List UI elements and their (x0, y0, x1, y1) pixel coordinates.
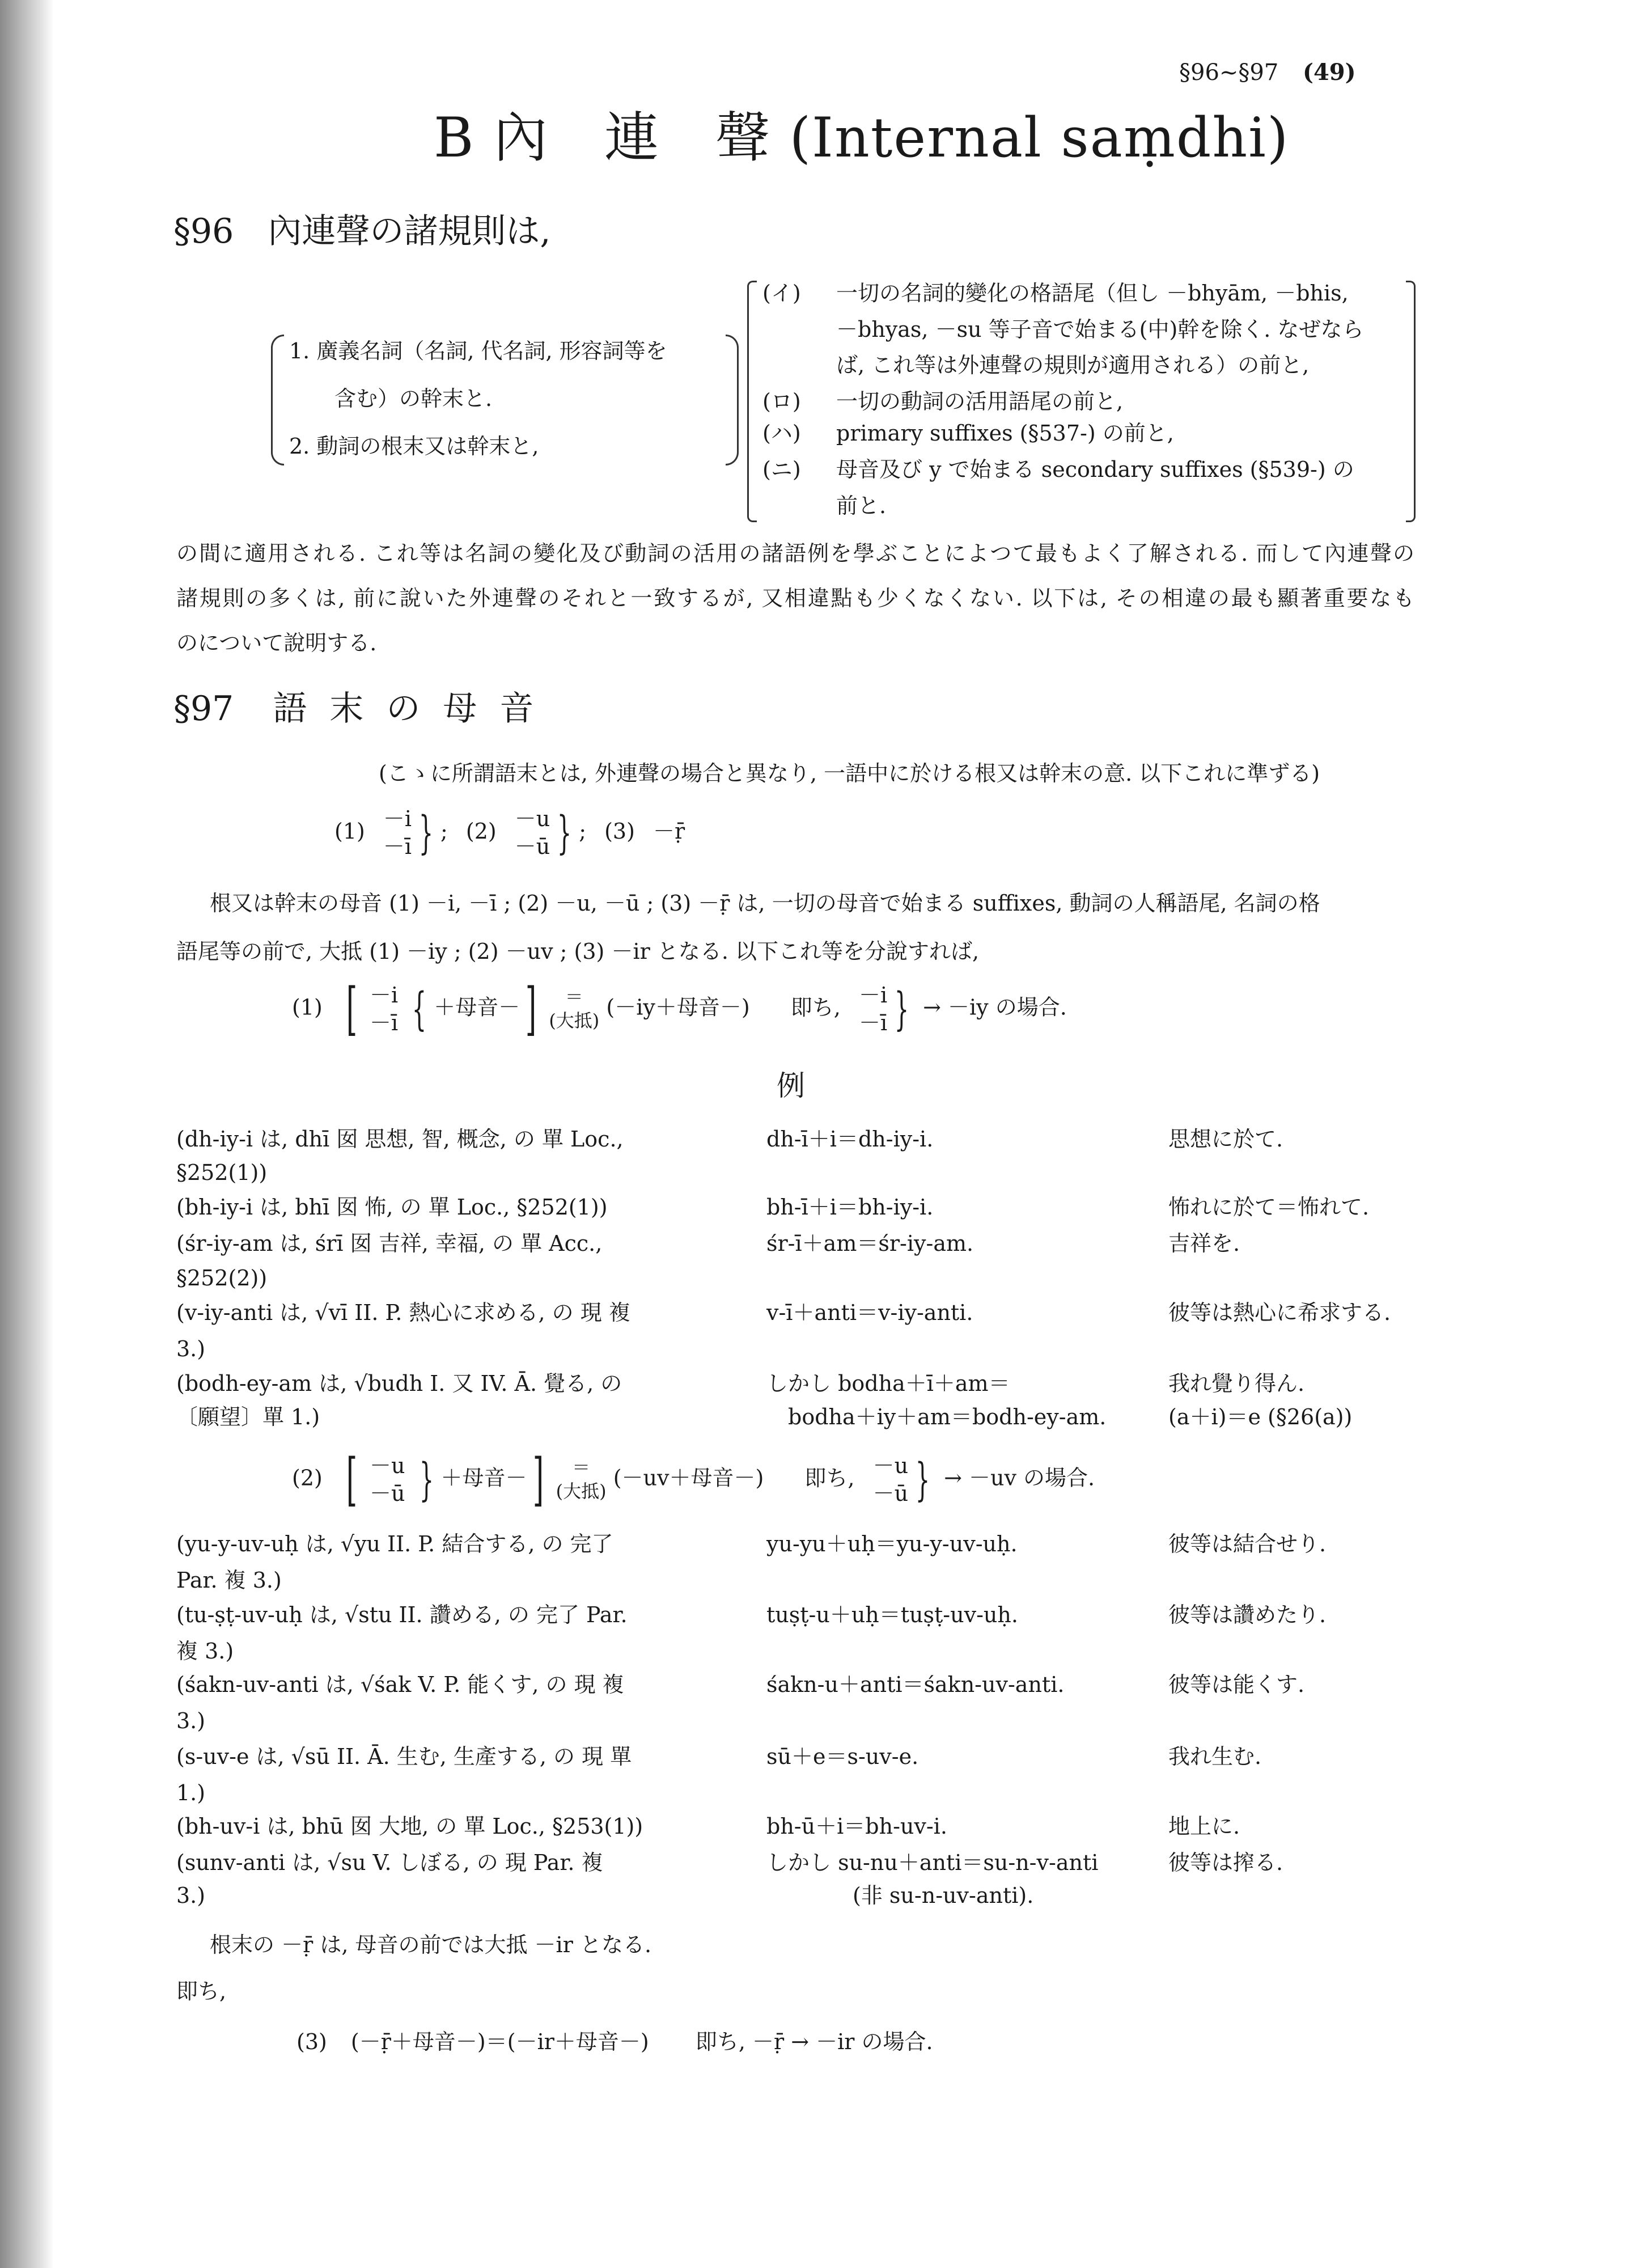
example-derivation: v-ī＋anti＝v-iy-anti. (766, 1300, 973, 1325)
scan-edge-shadow (0, 0, 54, 2268)
list-text: 母音及び y で始まる secondary suffixes (§539-) の (836, 457, 1354, 482)
namely: 即ち, (804, 1465, 855, 1491)
example-translation: 彼等は能くす. (1168, 1672, 1305, 1697)
plus-vowel: ＋母音－ (440, 1465, 527, 1491)
example-gloss: (v-iy-anti は, √vī II. P. 熱心に求める, の 現 複 (176, 1300, 630, 1325)
vowel: －ū (514, 834, 550, 860)
list-label: (イ) (762, 281, 801, 306)
vowel: －ṝ (653, 818, 685, 844)
example-gloss: (sunv-anti は, √su V. しぼる, の 現 Par. 複 (176, 1850, 603, 1875)
vowel: －ū (872, 1481, 909, 1506)
example-derivation: (非 su-n-uv-anti). (766, 1883, 1034, 1908)
label: (1) (334, 818, 365, 844)
list-text: primary suffixes (§537-) の前と, (836, 421, 1174, 446)
left-brace-close (726, 335, 739, 466)
brace-icon: } (894, 983, 909, 1035)
section-97-heading (173, 689, 557, 729)
example-derivation: śakn-u＋anti＝śakn-uv-anti. (766, 1672, 1065, 1697)
example-translation: 思想に於て. (1168, 1127, 1283, 1152)
section-title: 語末の母音 (273, 689, 557, 729)
rule-1 (292, 976, 1067, 1042)
s97-para-line-1: 根又は幹末の母音 (1) －i, －ī ; (2) －u, －ū ; (3) －ṝ は, 一切の母音で始まる suffixes, 動詞の人稱語尾, 名詞の格 (210, 891, 1320, 916)
rule-number: (1) (292, 995, 323, 1020)
list-label: (ロ) (762, 389, 801, 414)
closing-line-1: 根末の －ṝ は, 母音の前では大抵 －ir となる. (210, 1932, 652, 1957)
vowel: －i (383, 806, 412, 831)
example-gloss: 1.) (176, 1780, 206, 1805)
s97-para-line-2: 語尾等の前で, 大抵 (1) －iy ; (2) －uv ; (3) －ir となる. 以下これ等を分說すれば, (176, 939, 980, 964)
vowel: －u (370, 1453, 405, 1478)
example-gloss: §252(1)) (176, 1160, 268, 1185)
running-header (1179, 61, 1356, 84)
example-gloss: (bodh-ey-am は, √budh I. 又 IV. Ā. 覺る, の (176, 1371, 622, 1396)
example-gloss: 3.) (176, 1708, 206, 1733)
brace-icon: { (412, 983, 427, 1035)
brace-icon: } (557, 806, 572, 860)
example-gloss: (dh-iy-i は, dhī 囡 思想, 智, 概念, の 單 Loc., (176, 1127, 624, 1152)
rule-outcome: 即ち, －ṝ → －ir の場合. (695, 2029, 933, 2054)
namely: 即ち, (790, 995, 841, 1020)
result: (－uv＋母音－) (613, 1465, 764, 1491)
scope-item-1-cont: 含む）の幹末と. (334, 386, 493, 411)
paragraph-line: の間に適用される. これ等は名詞の變化及び動詞の活用の諸語例を學ぶことによつて最もよく了解される. 而して內連聲の (176, 541, 1414, 566)
brace-icon: } (418, 806, 434, 860)
vowel: －ī (383, 834, 412, 860)
example-translation: 彼等は搾る. (1168, 1850, 1283, 1875)
vowel: －ī (370, 1010, 399, 1035)
equals: ＝ (572, 1457, 591, 1479)
example-gloss: 複 3.) (176, 1639, 234, 1664)
right-bracket-close (1406, 281, 1416, 522)
closing-line-2: 即ち, (176, 1979, 227, 2004)
example-gloss: §252(2)) (176, 1266, 268, 1290)
example-derivation: bodha＋iy＋am＝bodh-ey-am. (766, 1404, 1107, 1429)
example-translation: 地上に. (1168, 1814, 1240, 1839)
rule-number: (2) (292, 1465, 323, 1491)
example-derivation: tuṣṭ-u＋uḥ＝tuṣṭ-uv-uḥ. (766, 1602, 1018, 1627)
rule-outcome: → －uv の場合. (944, 1465, 1095, 1491)
example-gloss: (bh-iy-i は, bhī 囡 怖, の 單 Loc., §252(1)) (176, 1195, 608, 1220)
brace-icon: } (419, 1453, 434, 1506)
bracket-icon: [ (346, 976, 358, 1042)
bracket-icon: ] (532, 1446, 544, 1513)
example-derivation: しかし bodha＋ī＋am＝ (766, 1371, 1010, 1396)
example-gloss: (bh-uv-i は, bhū 囡 大地, の 單 Loc., §253(1)) (176, 1814, 643, 1839)
scope-item-2: 2. 動詞の根末又は幹末と, (289, 434, 539, 459)
example-gloss: Par. 複 3.) (176, 1568, 282, 1593)
section-number: §97 (173, 689, 234, 729)
example-derivation: bh-ī＋i＝bh-iy-i. (766, 1195, 934, 1220)
example-gloss: 〔願望〕單 1.) (176, 1404, 320, 1429)
example-gloss: 3.) (176, 1883, 206, 1908)
list-label: (ハ) (762, 421, 801, 446)
example-translation: 彼等は讚めたり. (1168, 1602, 1327, 1627)
vowel: －i (858, 982, 888, 1008)
left-brace (271, 335, 284, 466)
bracket-icon: [ (346, 1446, 358, 1513)
example-derivation: śr-ī＋am＝śr-iy-am. (766, 1231, 974, 1256)
example-derivation: しかし su-nu＋anti＝su-n-v-anti (766, 1850, 1099, 1875)
example-gloss: (s-uv-e は, √sū II. Ā. 生む, 生產する, の 現 單 (176, 1744, 632, 1769)
vowel: －u (872, 1453, 909, 1478)
label: (3) (604, 818, 635, 844)
chapter-title: B 內 連 聲 (Internal saṃdhi) (434, 106, 1290, 170)
list-text: 一切の動詞の活用語尾の前と, (836, 389, 1124, 414)
label: (2) (465, 818, 497, 844)
example-gloss: (śr-iy-am は, śrī 囡 吉祥, 幸福, の 單 Acc., (176, 1231, 603, 1256)
example-derivation: bh-ū＋i＝bh-uv-i. (766, 1814, 947, 1839)
example-translation: 我れ生む. (1168, 1744, 1262, 1769)
paragraph-line: 諸規則の多くは, 前に說いた外連聲のそれと一致するが, 又相違點も少くなくない. 以下は, その相違の最も顯著重要なも (176, 586, 1414, 611)
vowel-summary: (1) －i －ī } ; (2) －u －ū } ; (3) －ṝ (334, 805, 685, 861)
list-text: 一切の名詞的變化の格語尾（但し －bhyām, －bhis, (836, 281, 1349, 306)
section-range: §96~§97 (1179, 60, 1279, 86)
example-derivation: sū＋e＝s-uv-e. (766, 1744, 919, 1769)
usually-label: (大抵) (549, 1010, 600, 1031)
list-text: －bhyas, －su 等子音で始まる(中)幹を除く. なぜなら (836, 317, 1364, 342)
vowel: －i (370, 982, 399, 1008)
rule-2 (292, 1446, 1095, 1513)
example-translation: 彼等は熱心に希求する. (1168, 1300, 1391, 1325)
rule-formula: (－ṝ＋母音－)＝(－ir＋母音－) (350, 2029, 649, 2054)
example-gloss: (yu-y-uv-uḥ は, √yu II. P. 結合する, の 完了 (176, 1531, 613, 1556)
plus-vowel: ＋母音－ (434, 995, 520, 1020)
rule-number: (3) (296, 2029, 327, 2054)
result: (－iy＋母音－) (606, 995, 750, 1020)
section-96-heading: §96 內連聲の諸規則は, (173, 211, 551, 251)
vowel: －ū (370, 1481, 405, 1506)
scope-item-1: 1. 廣義名詞（名詞, 代名詞, 形容詞等を (289, 338, 667, 363)
brace-icon: } (915, 1453, 930, 1506)
definition-note: (こゝに所謂語末とは, 外連聲の場合と異なり, 一語中に於ける根又は幹末の意. 以下これに準ずる) (379, 761, 1320, 786)
rule-3 (296, 2031, 933, 2053)
bracket-icon: ] (525, 976, 537, 1042)
page-number: (49) (1303, 59, 1356, 86)
example-derivation: yu-yu＋uḥ＝yu-y-uv-uḥ. (766, 1531, 1018, 1556)
paragraph-line: のについて說明する. (176, 631, 377, 655)
example-derivation: dh-ī＋i＝dh-iy-i. (766, 1127, 934, 1152)
example-translation: 彼等は結合せり. (1168, 1531, 1327, 1556)
example-translation: 怖れに於て＝怖れて. (1168, 1195, 1370, 1220)
example-translation: 我れ覺り得ん. (1168, 1371, 1305, 1396)
list-text: 前と. (836, 493, 887, 518)
usually-label: (大抵) (556, 1480, 607, 1502)
example-gloss: 3.) (176, 1336, 206, 1361)
vowel: －ī (858, 1010, 888, 1035)
example-translation: 吉祥を. (1168, 1231, 1240, 1256)
equals: ＝ (565, 986, 583, 1008)
list-label: (ニ) (762, 457, 801, 482)
rule-outcome: → －iy の場合. (923, 995, 1067, 1020)
vowel: －u (514, 806, 550, 831)
right-bracket-open (747, 281, 757, 522)
example-gloss: (tu-ṣṭ-uv-uḥ は, √stu II. 讚める, の 完了 Par. (176, 1602, 628, 1627)
example-gloss: (śakn-uv-anti は, √śak V. P. 能くす, の 現 複 (176, 1672, 624, 1697)
list-text: ば, これ等は外連聲の規則が適用される）の前と, (836, 353, 1310, 378)
examples-heading: 例 (777, 1069, 805, 1102)
example-translation: (a＋i)＝e (§26(a)) (1168, 1404, 1353, 1429)
